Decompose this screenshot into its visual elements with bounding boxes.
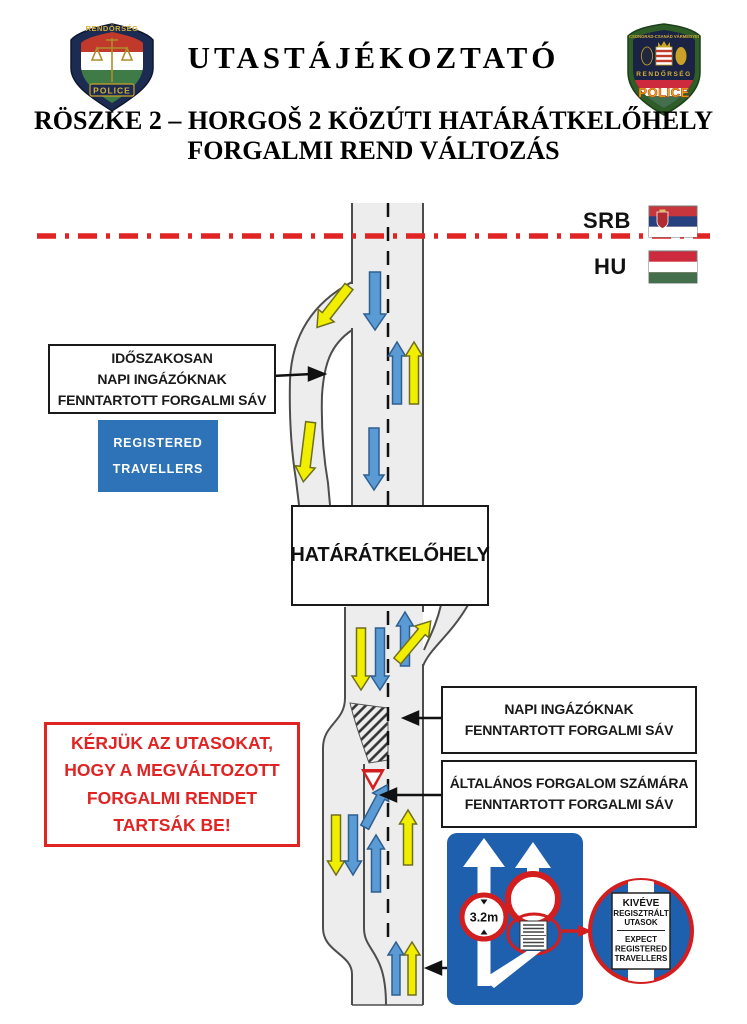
- badge-left-top-label: RENDŐRSÉG: [85, 24, 139, 33]
- badge-right-bottom-label: POLICE: [638, 85, 690, 100]
- registered-travellers-box: [98, 420, 218, 492]
- plate-en-line3: TRAVELLERS: [614, 954, 668, 963]
- temporary-lane-line2: NAPI INGÁZÓKNAK: [97, 370, 227, 387]
- general-lane-line2: FENNTARTOTT FORGALMI SÁV: [464, 796, 674, 812]
- width-limit-sign-icon: [462, 895, 506, 939]
- notice-box: [44, 722, 300, 847]
- notice-line1: KÉRJÜK AZ UTASOKAT,: [71, 733, 273, 754]
- temporary-lane-line3: FENNTARTOTT FORGALMI SÁV: [57, 391, 267, 408]
- hu-label: HU: [594, 254, 627, 279]
- commuter-lane-line1: NAPI INGÁZÓKNAK: [504, 701, 634, 717]
- hu-flag-icon: [649, 251, 697, 283]
- no-vehicles-sign-icon: [508, 874, 558, 924]
- border-crossing-label: HATÁRÁTKELŐHELY: [290, 544, 490, 566]
- plate-en-line1: EXPECT: [624, 935, 658, 944]
- exception-plate-small-icon: [520, 921, 547, 950]
- plate-hu-line2: REGISZTRÁLT: [613, 909, 669, 918]
- commuter-lane-label-box: [441, 686, 697, 754]
- general-lane-line1: ÁLTALÁNOS FORGALOM SZÁMÁRA: [449, 775, 689, 791]
- badge-left-bottom-label: POLICE: [93, 85, 131, 96]
- srb-label: SRB: [583, 208, 631, 233]
- page-title: UTASTÁJÉKOZTATÓ: [187, 40, 560, 75]
- srb-flag-icon: [649, 206, 697, 237]
- subtitle-line1: RÖSZKE 2 – HORGOŠ 2 KÖZÚTI HATÁRÁTKELŐHELY: [33, 106, 714, 135]
- badge-right-arc-label: CSONGRÁD-CSANÁD VÁRMEGYEI: [628, 34, 700, 39]
- plate-en-line2: REGISTERED: [614, 944, 668, 954]
- width-limit-value: 3.2m: [469, 910, 499, 925]
- exception-plate-magnified: [590, 874, 692, 986]
- notice-line2: HOGY A MEGVÁLTOZOTT: [64, 760, 280, 781]
- commuter-lane-line2: FENNTARTOTT FORGALMI SÁV: [464, 722, 674, 738]
- notice-line3: FORGALMI RENDET: [86, 787, 258, 808]
- temporary-lane-label-box: [48, 344, 276, 414]
- temporary-lane-line1: IDŐSZAKOSAN: [111, 349, 213, 366]
- badge-right-mid-label: RENDŐRSÉG: [636, 71, 692, 78]
- plate-hu-line1: KIVÉVE: [622, 898, 660, 909]
- plate-hu-line3: UTASOK: [624, 918, 658, 927]
- notice-line4: TARTSÁK BE!: [113, 814, 231, 835]
- page-subtitle: [0, 106, 747, 166]
- general-lane-label-box: [441, 760, 697, 828]
- border-crossing-box: [291, 505, 489, 606]
- registered-line2: TRAVELLERS: [112, 462, 204, 476]
- subtitle-line2: FORGALMI REND VÁLTOZÁS: [187, 135, 560, 165]
- registered-line1: REGISTERED: [113, 435, 203, 450]
- lane-control-sign: [447, 833, 583, 1005]
